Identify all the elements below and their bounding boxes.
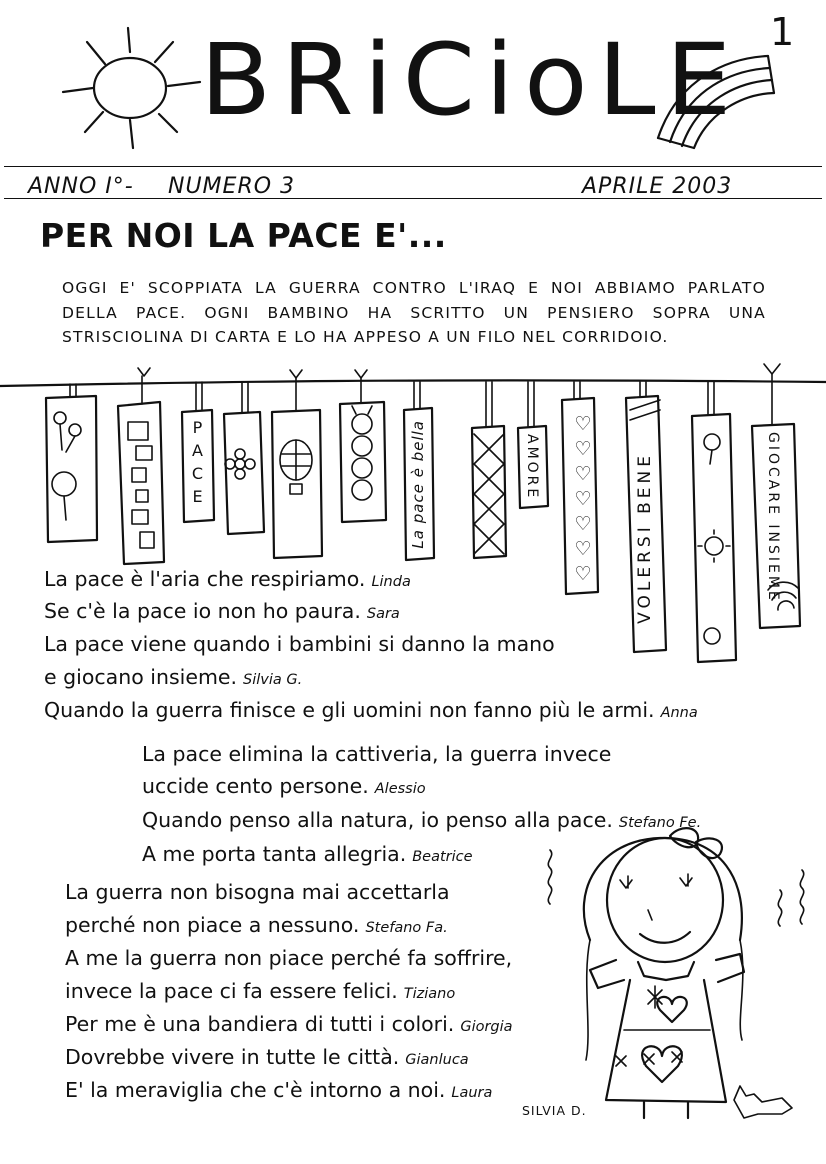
quote-author: Anna bbox=[660, 705, 698, 721]
strip-pace-label: PACE bbox=[188, 418, 207, 510]
quote-author: Stefano Fa. bbox=[365, 920, 448, 936]
quote-author: Stefano Fe. bbox=[618, 815, 702, 831]
strip-diamonds bbox=[472, 382, 506, 558]
rainbow-icon bbox=[648, 38, 778, 148]
quote-author: Sara bbox=[366, 606, 400, 622]
masthead-title: BRiCioLE bbox=[200, 22, 742, 138]
quote-author: Tiziano bbox=[403, 986, 456, 1002]
strip-building bbox=[118, 368, 164, 564]
strip-flower bbox=[224, 382, 264, 534]
quote-line: Dovrebbe vivere in tutte le città. Gianluca bbox=[65, 1045, 469, 1069]
headline: PER NOI LA PACE E'... bbox=[40, 216, 447, 255]
quote-line: invece la pace ci fa essere felici. Tiziano bbox=[65, 979, 456, 1003]
strip-amore-label: AMORE bbox=[524, 434, 540, 501]
quote-author: Gianluca bbox=[405, 1052, 469, 1068]
quote-line: La pace viene quando i bambini si danno la mano bbox=[44, 632, 555, 656]
masthead-rule bbox=[4, 166, 822, 167]
intro-paragraph: OGGI E' SCOPPIATA LA GUERRA CONTRO L'IRAQ E NOI ABBIAMO PARLATO DELLA PACE. OGNI BAMBINO HA SCRITTO UN PENSIERO SOPRA UNA STRISCIOLINA DI CARTA E LO HA APPESO A UN FILO NEL CORRIDOIO. bbox=[62, 279, 766, 346]
quote-line: Quando penso alla natura, io penso alla pace. Stefano Fe. bbox=[142, 808, 702, 832]
issue-year: ANNO I°- bbox=[28, 174, 134, 199]
quote-line: Se c'è la pace io non ho paura. Sara bbox=[44, 599, 400, 623]
quote-line: La guerra non bisogna mai accettarla bbox=[65, 880, 450, 904]
quote-author: Silvia G. bbox=[243, 672, 303, 688]
quote-line: perché non piace a nessuno. Stefano Fa. bbox=[65, 913, 448, 937]
quote-line: A me la guerra non piace perché fa soffrire, bbox=[65, 946, 513, 970]
strip-balloons bbox=[46, 384, 97, 542]
quote-line: e giocano insieme. Silvia G. bbox=[44, 665, 303, 689]
quote-author: Beatrice bbox=[412, 849, 473, 865]
strip-giocare-insieme-label: GIOCARE INSIEME bbox=[765, 432, 781, 603]
strip-hearts-label: ♡ ♡ ♡ ♡ ♡ ♡ ♡ bbox=[574, 413, 592, 585]
strip-hot-air-balloon bbox=[272, 370, 322, 558]
issue-number: NUMERO 3 bbox=[168, 174, 296, 199]
quote-line: E' la meraviglia che c'è intorno a noi. Laura bbox=[65, 1078, 493, 1102]
page-number: 1 bbox=[770, 10, 795, 54]
quote-author: Alessio bbox=[374, 781, 426, 797]
quote-author: Giorgia bbox=[460, 1019, 513, 1035]
strip-sun-spiral bbox=[692, 382, 736, 662]
quote-line: Per me è una bandiera di tutti i colori. Giorgia bbox=[65, 1012, 513, 1036]
sun-icon bbox=[55, 20, 205, 170]
girl-drawing bbox=[520, 830, 820, 1120]
strip-la-pace-bella-label: La pace è bella bbox=[409, 420, 427, 549]
strip-volersi-bene-label: VOLERSI BENE bbox=[635, 452, 655, 624]
quote-author: Laura bbox=[451, 1085, 493, 1101]
drawing-credit: SILVIA D. bbox=[522, 1103, 587, 1118]
quote-line: uccide cento persone. Alessio bbox=[142, 774, 426, 798]
quote-line: Quando la guerra finisce e gli uomini non fanno più le armi. Anna bbox=[44, 698, 698, 722]
quote-author: Linda bbox=[371, 574, 411, 590]
issue-rule bbox=[4, 198, 822, 199]
issue-date: APRILE 2003 bbox=[582, 174, 733, 199]
quote-line: La pace è l'aria che respiriamo. Linda bbox=[44, 567, 411, 591]
strip-caterpillar bbox=[340, 370, 386, 522]
quote-line: La pace elimina la cattiveria, la guerra invece bbox=[142, 742, 612, 766]
quote-line: A me porta tanta allegria. Beatrice bbox=[142, 842, 473, 866]
